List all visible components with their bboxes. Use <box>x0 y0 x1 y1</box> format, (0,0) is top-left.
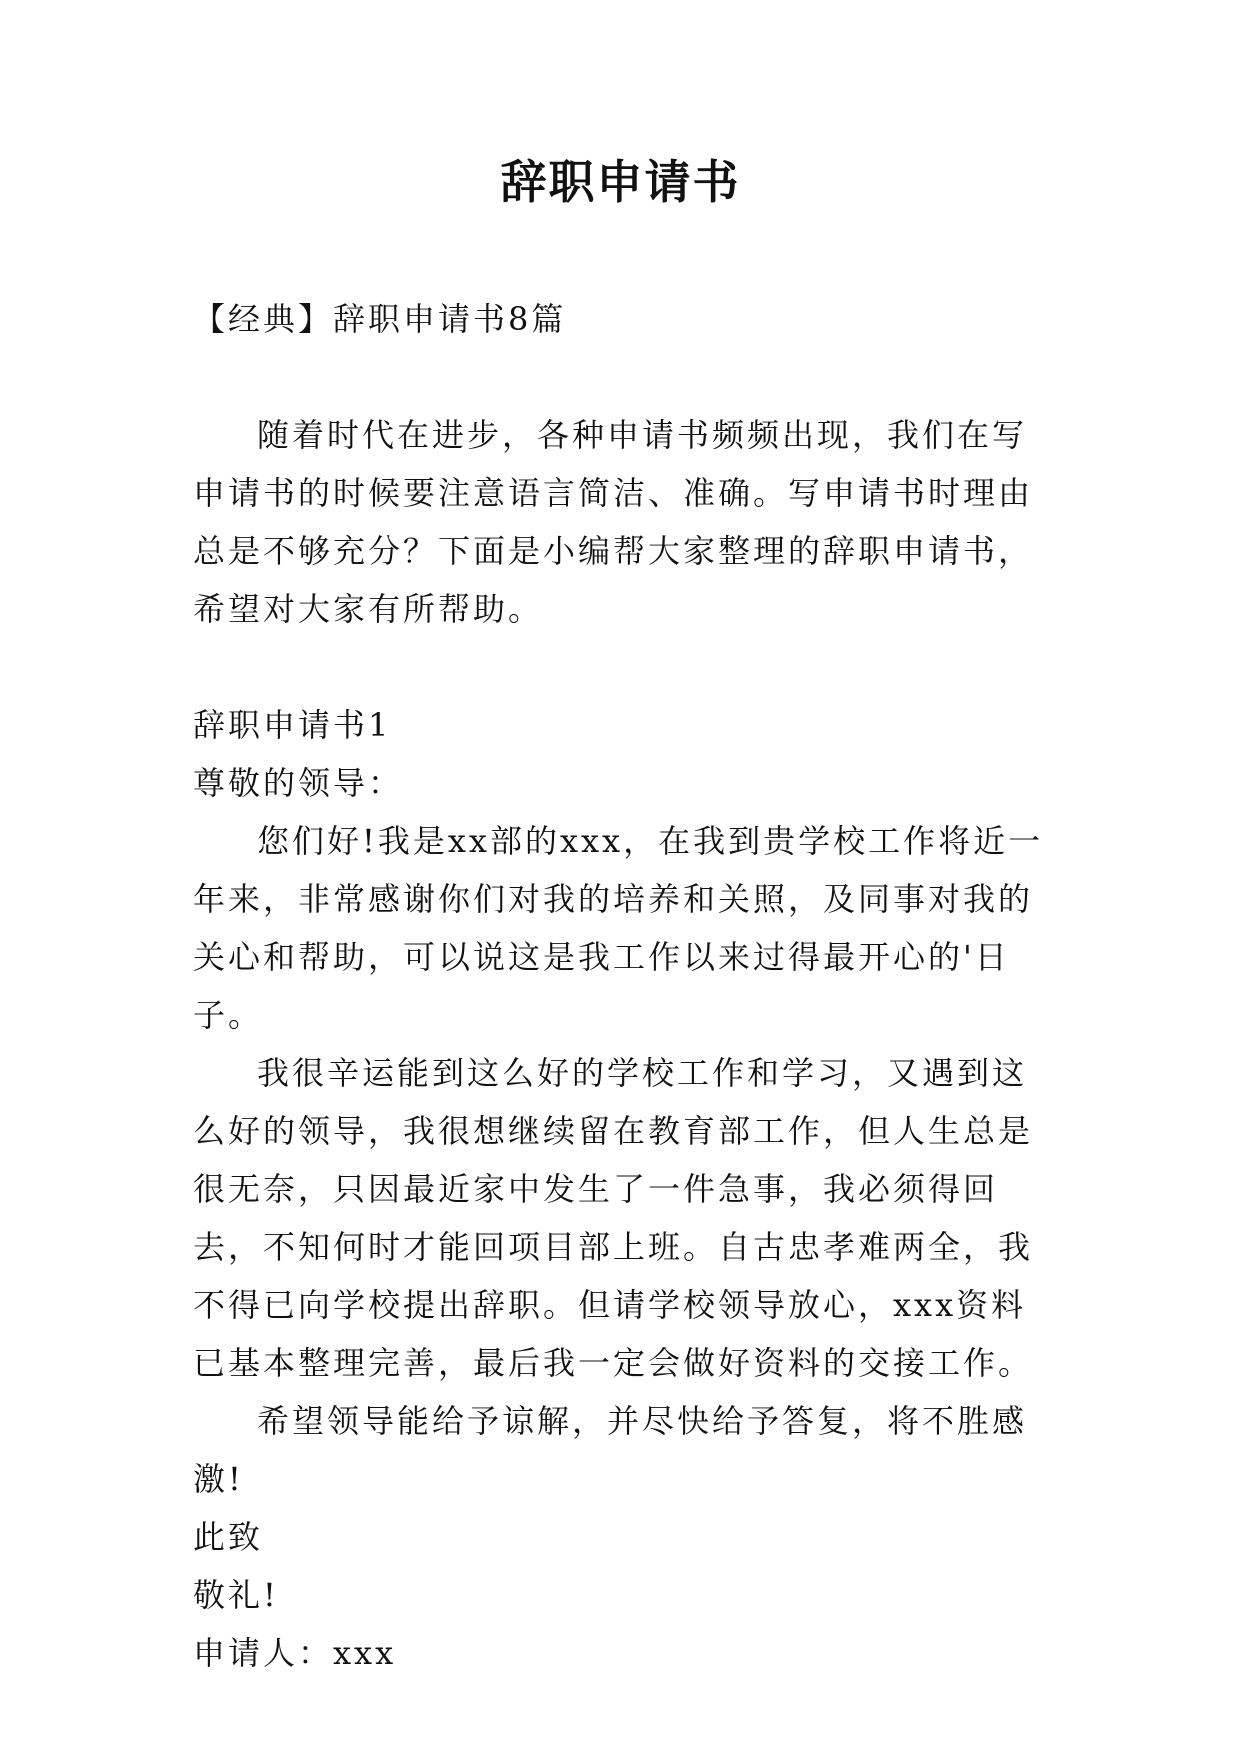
letter-signature: 申请人：xxx <box>193 1634 397 1672</box>
document-title: 辞职申请书 <box>500 155 741 209</box>
letter-closing-salute: 敬礼! <box>193 1576 279 1614</box>
letter-paragraph: 您们好!我是xx部的xxx，在我到贵学校工作将近一年来，非常感谢你们对我的培养和关照，及同事对我的关心和帮助，可以说这是我工作以来过得最开心的'日子。 <box>193 822 1044 1034</box>
letter-closing-regards: 此致 <box>193 1518 264 1556</box>
letter-paragraph: 我很辛运能到这么好的学校工作和学习，又遇到这么好的领导，我很想继续留在教育部工作，但人生总是很无奈，只因最近家中发生了一件急事，我必须得回去，不知何时才能回项目部上班。自古忠孝难两全，我不得已向学校提出辞职。但请学校领导放心，xxx资料已基本整理完善，最后我一定会做好资料的交接工作。 <box>193 1054 1034 1382</box>
letter-paragraph: 希望领导能给予谅解，并尽快给予答复，将不胜感激! <box>193 1402 1028 1498</box>
intro-paragraph: 随着时代在进步，各种申请书频频出现，我们在写申请书的时候要注意语言简洁、准确。写申请书时理由总是不够充分？下面是小编帮大家整理的辞职申请书，希望对大家有所帮助。 <box>193 416 1034 628</box>
document-subtitle: 【经典】辞职申请书8篇 <box>193 300 567 338</box>
document-body <box>193 290 1053 1682</box>
letter-salutation: 尊敬的领导： <box>193 764 404 802</box>
letter-heading: 辞职申请书1 <box>193 706 392 744</box>
